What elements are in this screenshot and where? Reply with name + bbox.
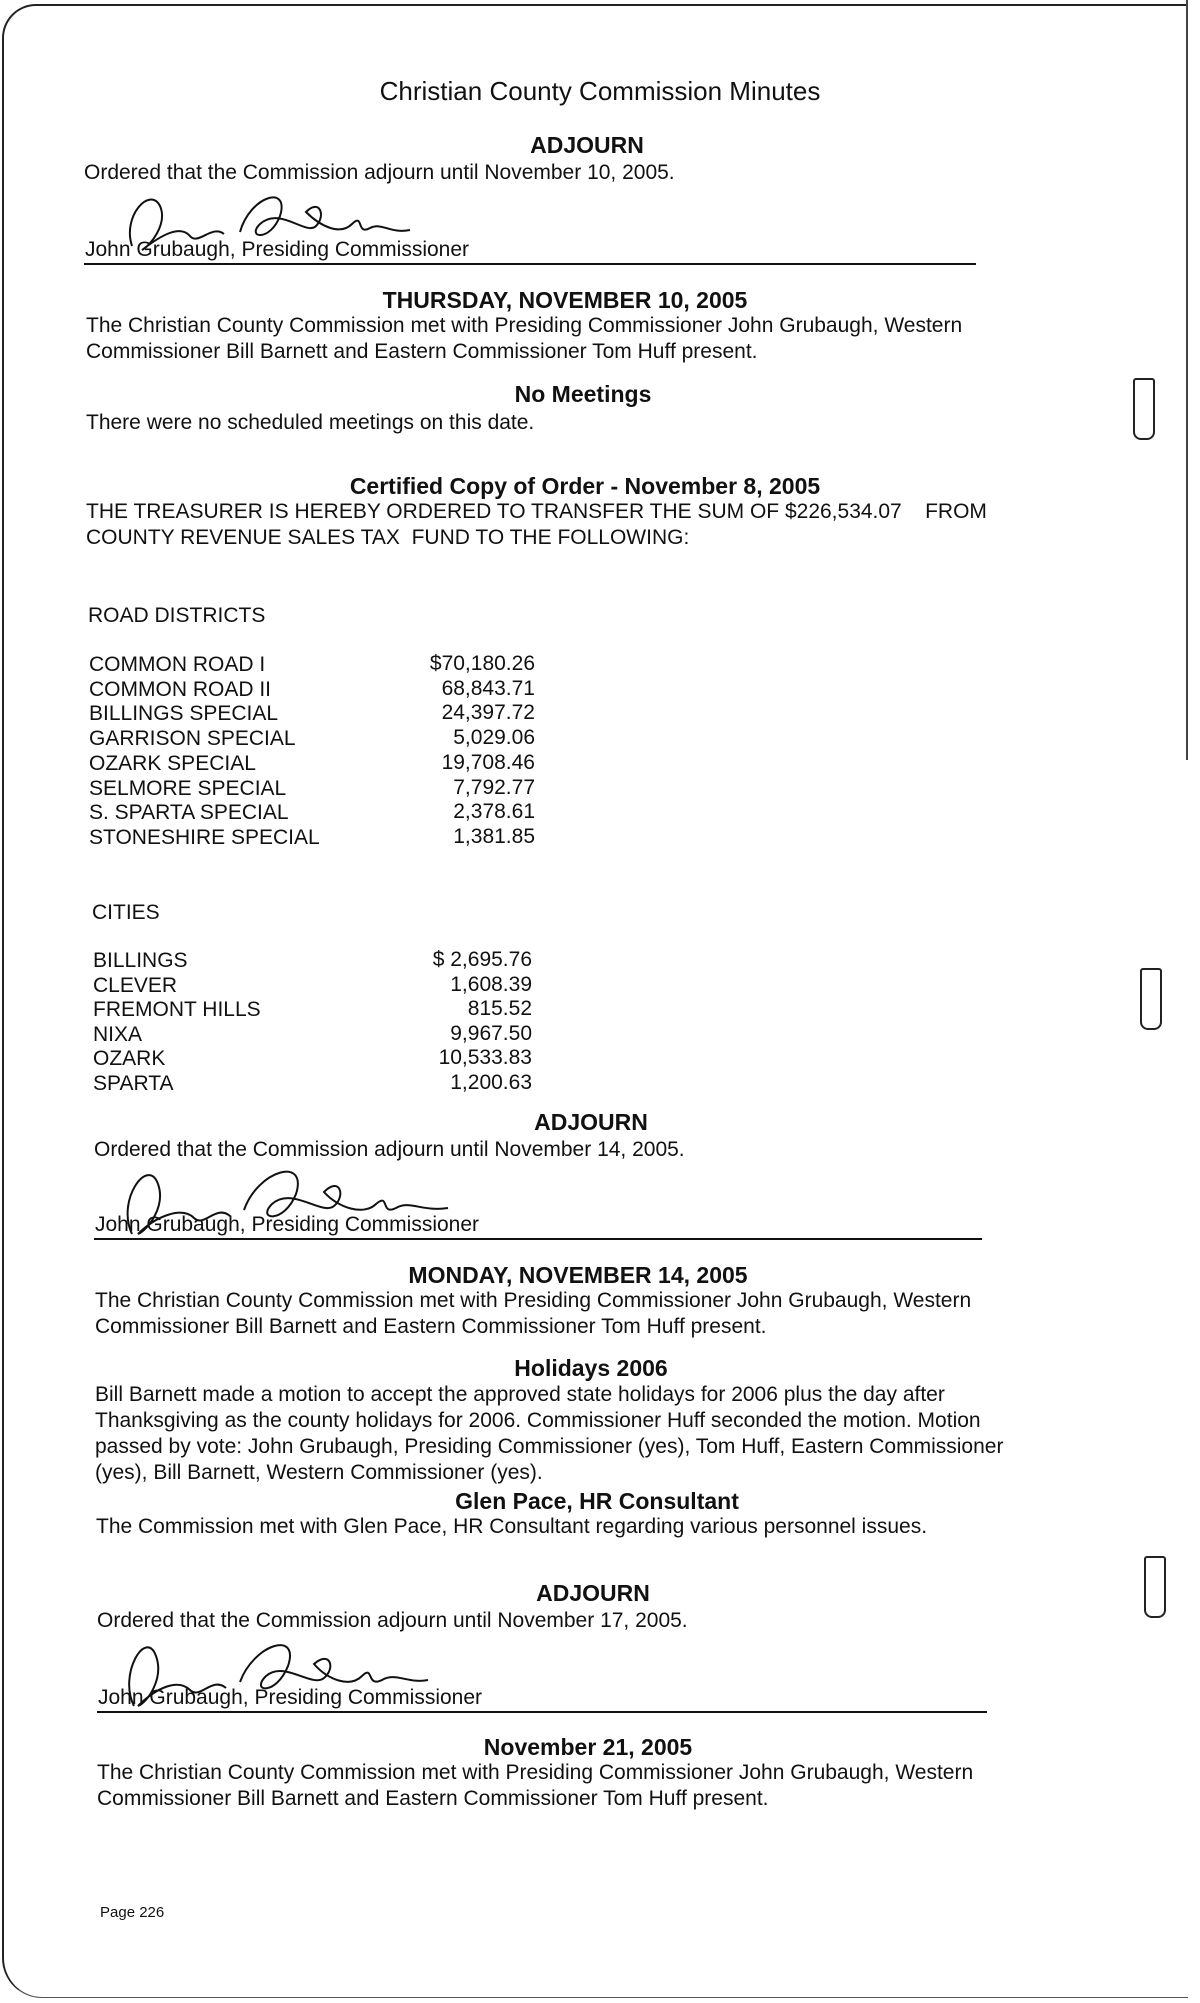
ledger-row-amount: 1,381.85	[453, 824, 535, 848]
ledger-row-name: GARRISON SPECIAL	[89, 727, 296, 751]
ledger-row-name: BILLINGS	[93, 949, 188, 972]
ledger-row-amount: 68,843.71	[441, 676, 535, 700]
ledger-row-name: SELMORE SPECIAL	[89, 776, 287, 800]
ledger-row-name: NIXA	[93, 1022, 143, 1046]
order-text: COUNTY REVENUE SALES TAX FUND TO THE FOLLOWING:	[86, 526, 690, 549]
binder-hole-mark	[1140, 968, 1162, 1030]
signer-name: John Grubaugh, Presiding Commissioner	[98, 1686, 483, 1709]
ledger-row-amount: 24,397.72	[441, 701, 535, 725]
page-title: Christian County Commission Minutes	[379, 76, 821, 106]
attendance-line: The Christian County Commission met with Presiding Commissioner John Grubaugh, Western	[97, 1761, 974, 1784]
holidays-text: Bill Barnett made a motion to accept the approved state holidays for 2006 plus the day after	[95, 1383, 945, 1406]
ledger-row-name: S. SPARTA SPECIAL	[89, 801, 289, 825]
ledger-row-amount: 10,533.83	[438, 1046, 532, 1070]
signature-rule	[84, 263, 976, 265]
attendance-line: The Christian County Commission met with Presiding Commissioner John Grubaugh, Western	[95, 1289, 972, 1312]
order-text: THE TREASURER IS HEREBY ORDERED TO TRANSFER THE SUM OF $226,534.07 FROM	[86, 500, 987, 523]
attendance-line: Commissioner Bill Barnett and Eastern Commissioner Tom Huff present.	[95, 1315, 767, 1338]
ledger-row-amount: 9,967.50	[450, 1021, 532, 1045]
section-heading-glen-pace: Glen Pace, HR Consultant	[455, 1488, 739, 1514]
ledger-row-name: STONESHIRE SPECIAL	[89, 825, 320, 849]
page-number: Page 226	[100, 1904, 165, 1921]
signer-name: John Grubaugh, Presiding Commissioner	[95, 1213, 480, 1236]
attendance-line: The Christian County Commission met with Presiding Commissioner John Grubaugh, Western	[86, 314, 963, 337]
road-districts-heading: ROAD DISTRICTS	[88, 604, 266, 627]
no-meetings-text: There were no scheduled meetings on this date.	[86, 411, 535, 434]
ledger-row-name: SPARTA	[93, 1072, 174, 1095]
holidays-text: passed by vote: John Grubaugh, Presiding Commissioner (yes), Tom Huff, Eastern Commissioner	[95, 1435, 1004, 1458]
ledger-row-amount: 7,792.77	[453, 775, 535, 799]
section-heading-adjourn: ADJOURN	[536, 1580, 650, 1606]
section-heading-date: November 21, 2005	[483, 1734, 693, 1760]
cities-heading: CITIES	[92, 901, 160, 924]
section-heading-adjourn: ADJOURN	[534, 1109, 648, 1135]
signature-rule	[94, 1238, 982, 1240]
adjourn-text: Ordered that the Commission adjourn until November 17, 2005.	[97, 1609, 688, 1632]
ledger-row-amount: $70,180.26	[429, 652, 535, 675]
signature-rule	[97, 1711, 987, 1713]
section-heading-date: MONDAY, NOVEMBER 14, 2005	[408, 1262, 748, 1288]
section-heading-holidays: Holidays 2006	[514, 1355, 668, 1381]
ledger-row-name: FREMONT HILLS	[93, 998, 261, 1022]
section-heading-adjourn: ADJOURN	[530, 132, 644, 158]
ledger-row-amount: 1,608.39	[450, 972, 532, 996]
ledger-row-name: OZARK	[93, 1047, 166, 1071]
ledger-row-amount: 5,029.06	[453, 726, 535, 750]
ledger-row-amount: $ 2,695.76	[432, 948, 532, 971]
attendance-line: Commissioner Bill Barnett and Eastern Commissioner Tom Huff present.	[97, 1787, 769, 1810]
holidays-text: Thanksgiving as the county holidays for 2006. Commissioner Huff seconded the motion. Motion	[95, 1409, 981, 1432]
section-heading-date: THURSDAY, NOVEMBER 10, 2005	[382, 287, 748, 313]
section-heading-no-meetings: No Meetings	[514, 381, 652, 407]
page-right-edge	[1186, 0, 1188, 760]
signer-name: John Grubaugh, Presiding Commissioner	[85, 238, 470, 261]
ledger-row-name: COMMON ROAD I	[89, 653, 266, 676]
ledger-row-amount: 815.52	[467, 997, 532, 1021]
ledger-row-name: CLEVER	[93, 973, 178, 997]
ledger-row-amount: 2,378.61	[453, 800, 535, 824]
ledger-row-amount: 1,200.63	[450, 1071, 532, 1094]
holidays-text: (yes), Bill Barnett, Western Commissioner (yes).	[95, 1461, 543, 1484]
ledger-row-name: BILLINGS SPECIAL	[89, 702, 279, 726]
ledger-row-name: OZARK SPECIAL	[89, 751, 256, 775]
attendance-line: Commissioner Bill Barnett and Eastern Commissioner Tom Huff present.	[86, 340, 758, 363]
adjourn-text: Ordered that the Commission adjourn until November 10, 2005.	[84, 161, 675, 184]
glen-pace-text: The Commission met with Glen Pace, HR Consultant regarding various personnel issues.	[96, 1515, 928, 1538]
section-heading-order: Certified Copy of Order - November 8, 2005	[349, 473, 821, 499]
ledger-row-amount: 19,708.46	[441, 750, 535, 774]
ledger-row-name: COMMON ROAD II	[89, 677, 271, 701]
adjourn-text: Ordered that the Commission adjourn until November 14, 2005.	[94, 1138, 685, 1161]
